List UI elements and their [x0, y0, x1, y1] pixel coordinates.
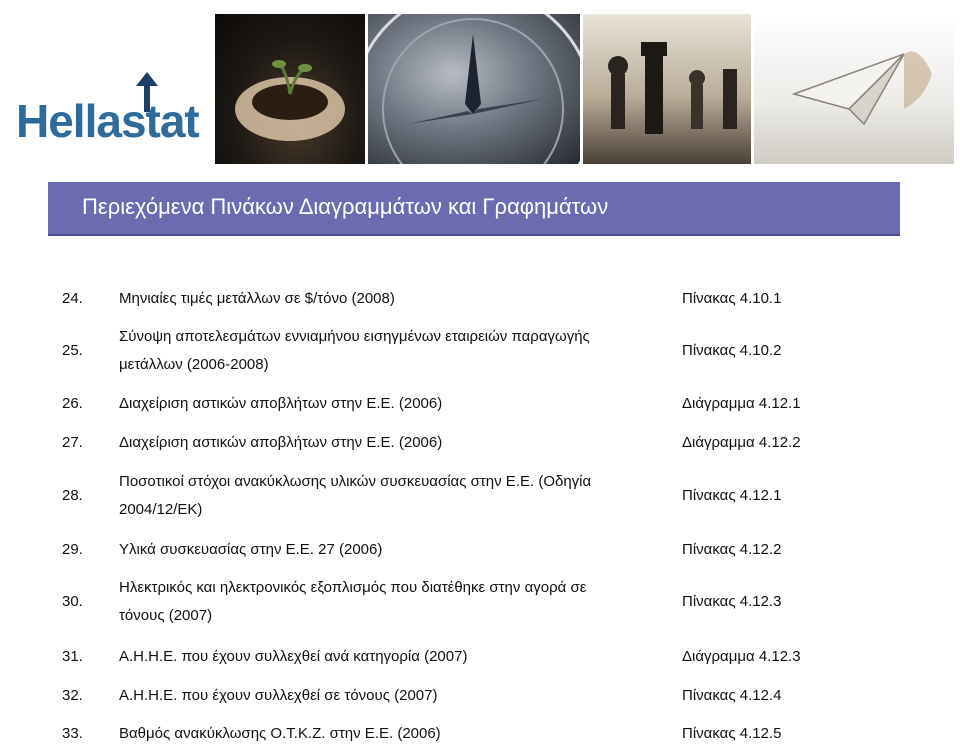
- item-number: 32.: [62, 687, 83, 704]
- item-number: 24.: [62, 290, 83, 307]
- list-item: [0, 322, 960, 380]
- item-description-line-2: 2004/12/ΕΚ): [119, 501, 203, 518]
- item-reference: Διάγραμμα 4.12.3: [682, 648, 801, 665]
- item-description: Α.Η.Η.Ε. που έχουν συλλεχθεί σε τόνους (2007): [119, 687, 438, 704]
- hellastat-logo: [16, 72, 206, 154]
- item-description: Βαθμός ανακύκλωσης Ο.Τ.Κ.Ζ. στην Ε.Ε. (2006): [119, 725, 441, 742]
- item-reference: Πίνακας 4.12.4: [682, 687, 782, 704]
- item-description: Διαχείριση αστικών αποβλήτων στην Ε.Ε. (2006): [119, 395, 443, 412]
- paper-plane-photo: [754, 14, 954, 164]
- item-number: 33.: [62, 725, 83, 742]
- item-reference: Πίνακας 4.12.2: [682, 541, 782, 558]
- item-description-line-1: Ποσοτικοί στόχοι ανακύκλωσης υλικών συσκευασίας στην Ε.Ε. (Οδηγία: [119, 473, 592, 490]
- item-reference: Πίνακας 4.12.1: [682, 487, 782, 504]
- item-number: 31.: [62, 648, 83, 665]
- compass-photo: [368, 14, 580, 164]
- item-reference: Πίνακας 4.12.5: [682, 725, 782, 742]
- item-number: 27.: [62, 434, 83, 451]
- item-reference: Πίνακας 4.12.3: [682, 593, 782, 610]
- item-description: Α.Η.Η.Ε. που έχουν συλλεχθεί ανά κατηγορία (2007): [119, 648, 468, 665]
- hands-soil-photo: [215, 14, 365, 164]
- logo-text: Hellastat: [16, 95, 199, 147]
- item-number: 26.: [62, 395, 83, 412]
- item-reference: Πίνακας 4.10.1: [682, 290, 782, 307]
- item-number: 28.: [62, 487, 83, 504]
- item-description-line-1: Ηλεκτρικός και ηλεκτρονικός εξοπλισμός που διατέθηκε στην αγορά σε: [119, 579, 587, 596]
- item-reference: Πίνακας 4.10.2: [682, 342, 782, 359]
- item-description: Διαχείριση αστικών αποβλήτων στην Ε.Ε. (2006): [119, 434, 443, 451]
- item-number: 25.: [62, 342, 83, 359]
- header-banner: [0, 0, 960, 165]
- item-number: 29.: [62, 541, 83, 558]
- item-description: Μηνιαίες τιμές μετάλλων σε $/τόνο (2008): [119, 290, 395, 307]
- list-item: [0, 573, 960, 631]
- item-description-line-2: μετάλλων (2006-2008): [119, 356, 269, 373]
- title-bar: [48, 182, 900, 236]
- item-reference: Διάγραμμα 4.12.2: [682, 434, 801, 451]
- item-description: Υλικά συσκευασίας στην Ε.Ε. 27 (2006): [119, 541, 383, 558]
- item-number: 30.: [62, 593, 83, 610]
- item-description-line-2: τόνους (2007): [119, 607, 213, 624]
- list-item: [0, 467, 960, 525]
- item-reference: Διάγραμμα 4.12.1: [682, 395, 801, 412]
- item-description-line-1: Σύνοψη αποτελεσμάτων εννιαμήνου εισηγμένων εταιρειών παραγωγής: [119, 328, 590, 345]
- page-title: Περιεχόμενα Πινάκων Διαγραμμάτων και Γραφημάτων: [82, 194, 609, 219]
- chess-photo: [583, 14, 751, 164]
